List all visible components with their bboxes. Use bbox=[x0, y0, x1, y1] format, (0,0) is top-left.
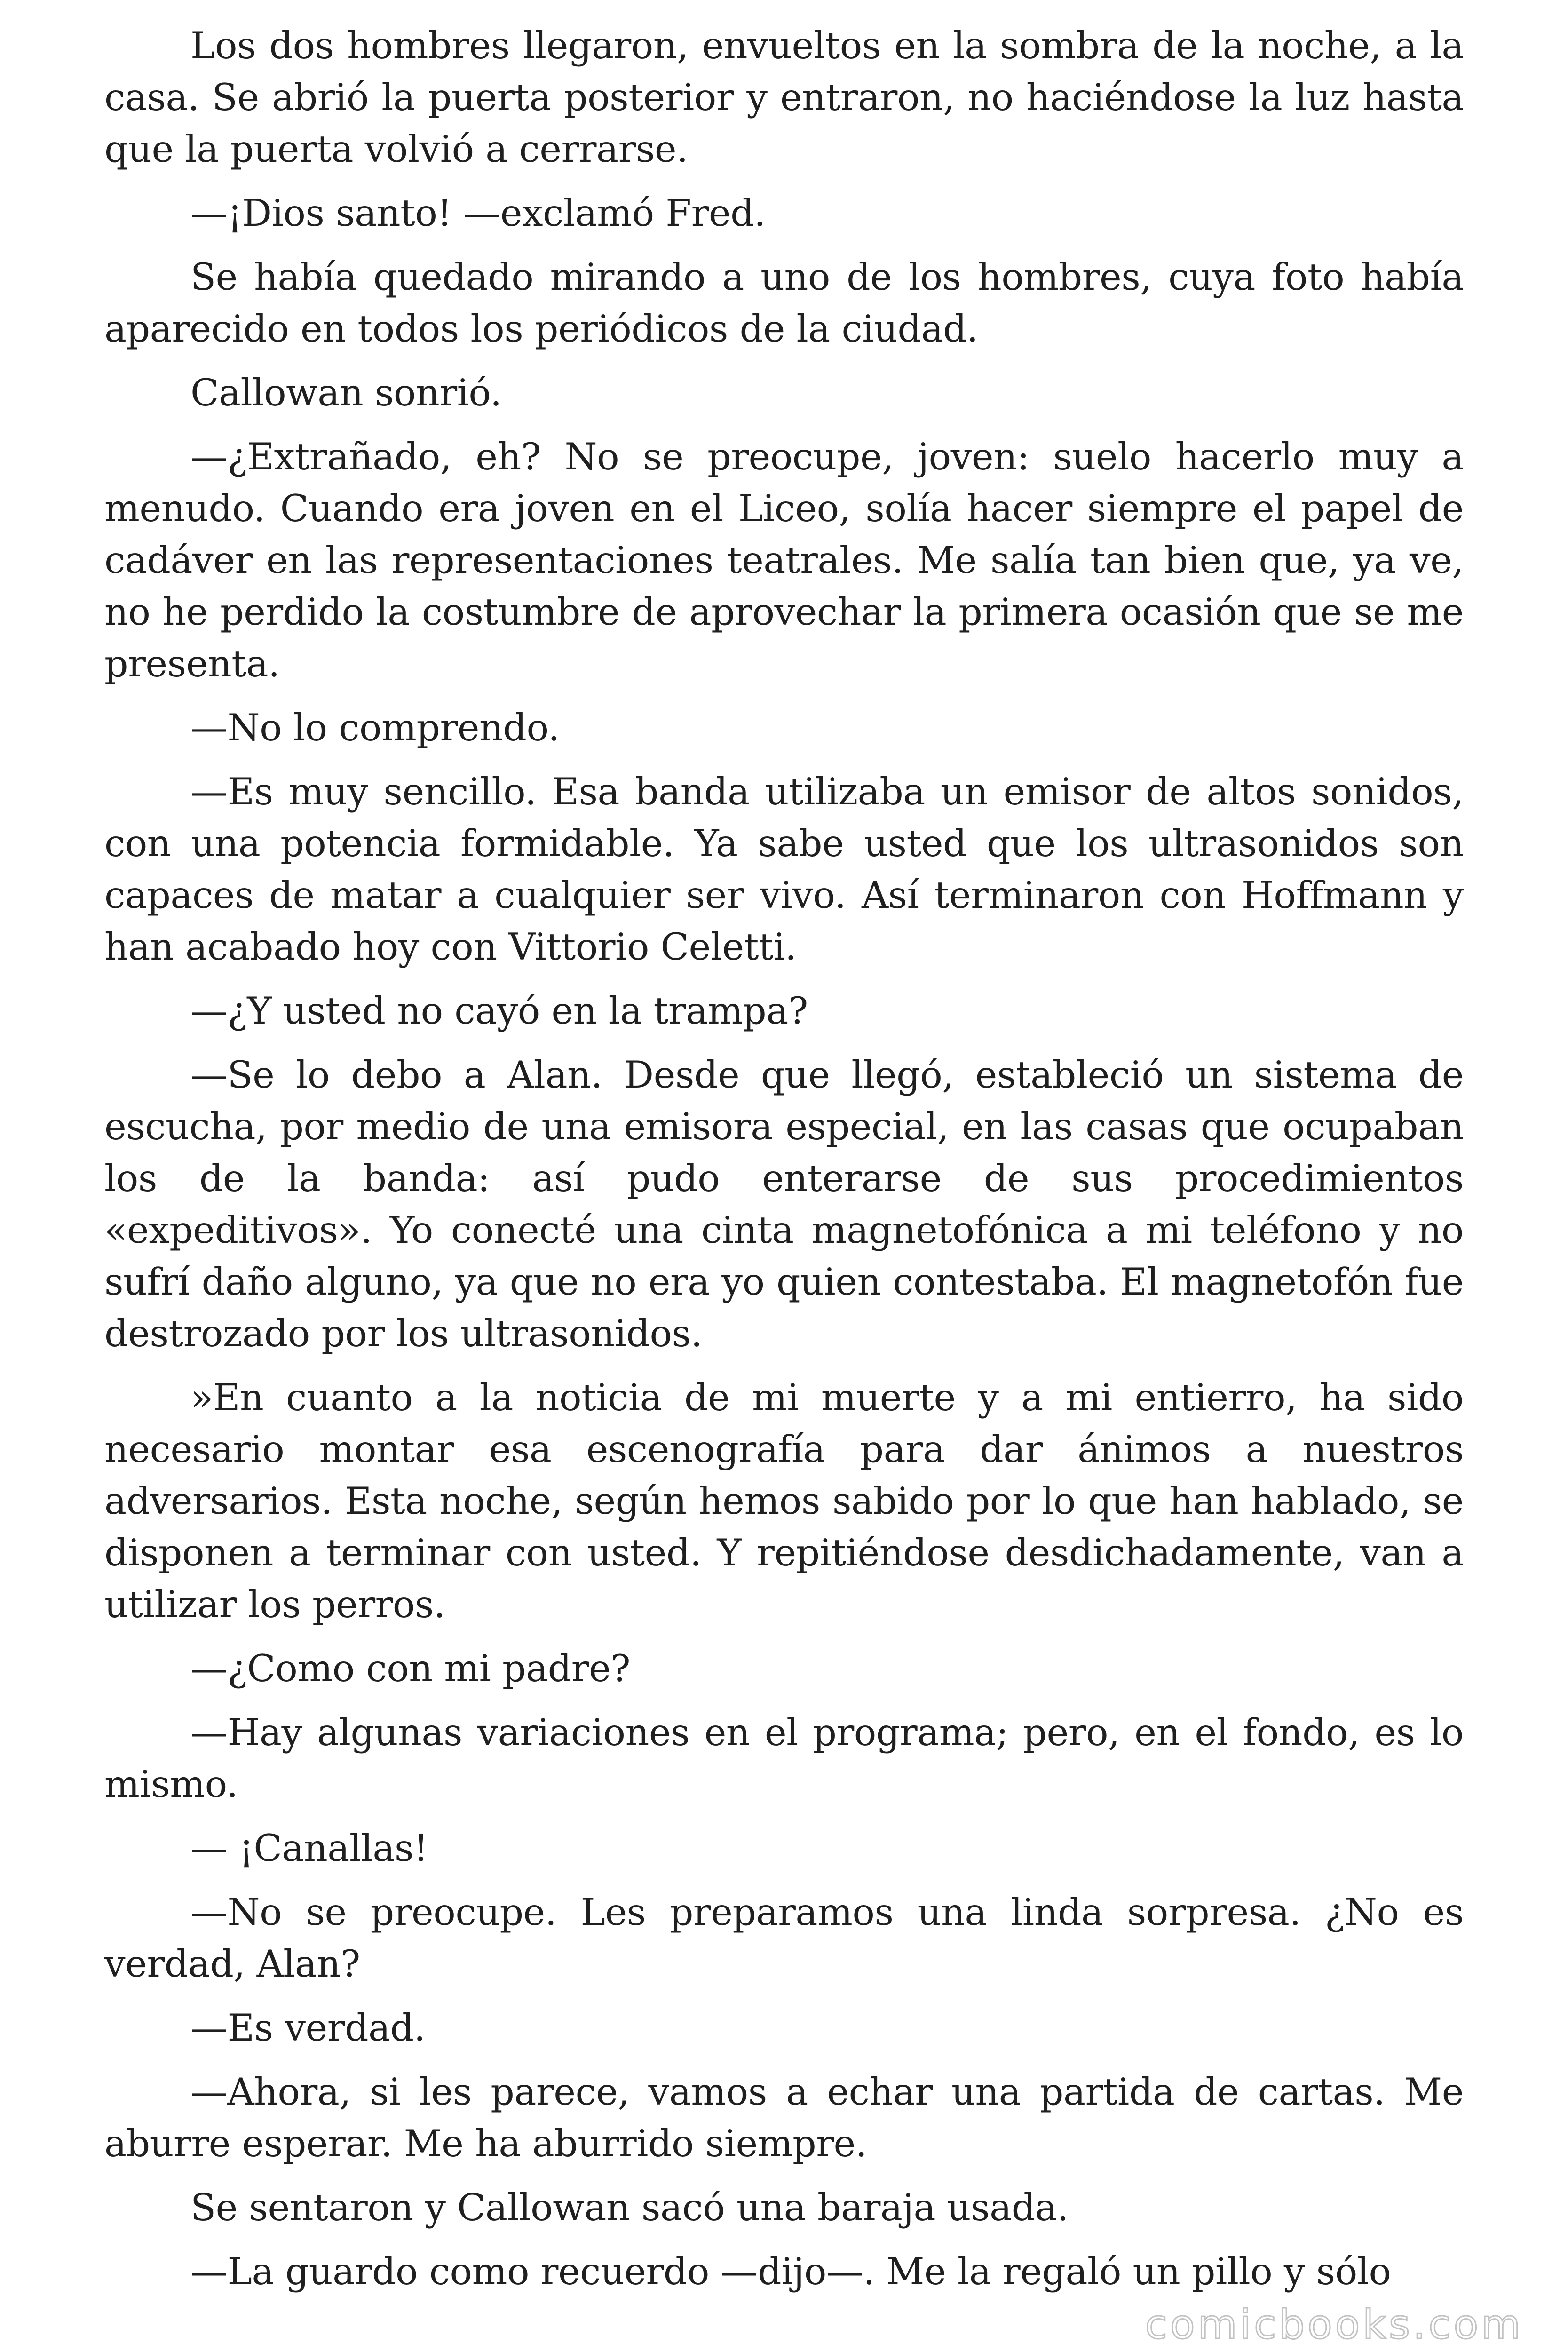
paragraph-4: Callowan sonrió. bbox=[190, 371, 502, 414]
paragraph-6: —No lo comprendo. bbox=[190, 706, 560, 749]
book-page-text bbox=[104, 20, 1464, 2310]
paragraph-7: —Es muy sencillo. Esa banda utilizaba un emisor de altos sonidos, con una potencia formidable. Ya sabe usted que los ultrasonidos son capaces de matar a cualquier ser vivo. Así terminaron con Hoffmann y han acabado hoy con Vittorio Celetti. bbox=[104, 770, 1464, 969]
paragraph-12: —Hay algunas variaciones en el programa; pero, en el fondo, es lo mismo. bbox=[104, 1711, 1464, 1806]
paragraph-13: — ¡Canallas! bbox=[190, 1827, 428, 1870]
paragraph-10: »En cuanto a la noticia de mi muerte y a mi entierro, ha sido necesario montar esa escenografía para dar ánimos a nuestros adversarios. Esta noche, según hemos sabido por lo que han hablado, se disponen a terminar con usted. Y repitiéndose desdichadamente, van a utilizar los perros. bbox=[104, 1376, 1464, 1626]
paragraph-18: —La guardo como recuerdo —dijo—. Me la regaló un pillo y sólo bbox=[190, 2250, 1391, 2293]
watermark-text: comicbooks.com bbox=[1145, 2301, 1523, 2348]
paragraph-8: —¿Y usted no cayó en la trampa? bbox=[190, 989, 808, 1033]
paragraph-16: —Ahora, si les parece, vamos a echar una partida de cartas. Me aburre esperar. Me ha aburrido siempre. bbox=[104, 2070, 1464, 2165]
paragraph-14: —No se preocupe. Les preparamos una linda sorpresa. ¿No es verdad, Alan? bbox=[104, 1891, 1464, 1986]
paragraph-1: Los dos hombres llegaron, envueltos en la sombra de la noche, a la casa. Se abrió la puerta posterior y entraron, no haciéndose la luz hasta que la puerta volvió a cerrarse. bbox=[104, 24, 1464, 171]
paragraph-9: —Se lo debo a Alan. Desde que llegó, estableció un sistema de escucha, por medio de una emisora especial, en las casas que ocupaban los de la banda: así pudo enterarse de sus procedimientos «expeditivos». Yo conecté una cinta magnetofónica a mi teléfono y no sufrí daño alguno, ya que no era yo quien contestaba. El magnetofón fue destrozado por los ultrasonidos. bbox=[104, 1053, 1464, 1355]
paragraph-2: —¡Dios santo! —exclamó Fred. bbox=[190, 191, 766, 235]
paragraph-5: —¿Extrañado, eh? No se preocupe, joven: suelo hacerlo muy a menudo. Cuando era joven en el Liceo, solía hacer siempre el papel de cadáver en las representaciones teatrales. Me salía tan bien que, ya ve, no he perdido la costumbre de aprovechar la primera ocasión que se me presenta. bbox=[104, 435, 1464, 685]
paragraph-17: Se sentaron y Callowan sacó una baraja usada. bbox=[190, 2186, 1069, 2229]
paragraph-15: —Es verdad. bbox=[190, 2006, 426, 2050]
paragraph-3: Se había quedado mirando a uno de los hombres, cuya foto había aparecido en todos los periódicos de la ciudad. bbox=[104, 255, 1464, 350]
paragraph-11: —¿Como con mi padre? bbox=[190, 1647, 631, 1690]
